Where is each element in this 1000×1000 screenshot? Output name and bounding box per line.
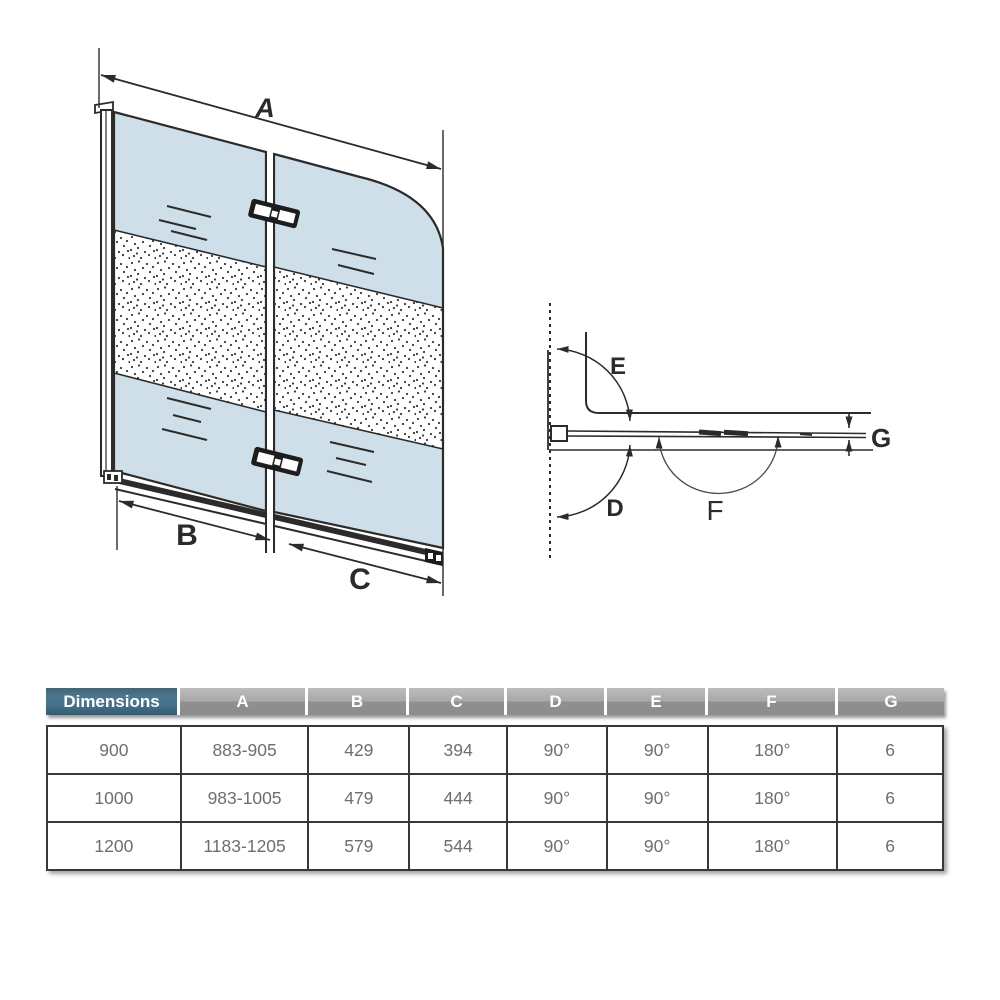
front-view-diagram [95,48,443,596]
dimension-label-c: C [349,563,371,596]
table-cell: 1183-1205 [181,822,309,870]
table-cell: 6 [837,726,943,774]
plan-hinge-1 [699,432,721,434]
table-cell: 1200 [47,822,181,870]
table-cell: 90° [507,822,607,870]
table-cell: 900 [47,726,181,774]
arc-f [659,436,778,493]
table-cell: 6 [837,774,943,822]
table-row [47,774,943,822]
wall-bracket [551,426,567,441]
table-header-dimensions: Dimensions [46,688,180,715]
table-row [47,726,943,774]
table-cell: 90° [607,822,708,870]
thickness-label-g: G [871,423,892,453]
dimension-label-b: B [176,519,198,552]
table-cell: 180° [708,726,838,774]
table-cell: 6 [837,822,943,870]
table-row [47,822,943,870]
table-cell: 1000 [47,774,181,822]
angle-label-d: D [606,495,624,522]
table-header-c: C [409,688,507,715]
dimension-label-a: A [255,93,275,123]
table-cell: 90° [607,726,708,774]
table-cell: 544 [409,822,507,870]
table-header-e: E [607,688,708,715]
open-panel-line [586,332,871,413]
plan-view-diagram [548,303,891,562]
table-cell: 983-1005 [181,774,309,822]
angle-label-f: F [706,495,724,526]
angle-label-e: E [609,353,627,380]
table-header-d: D [507,688,607,715]
table-cell: 479 [308,774,409,822]
table-cell: 444 [409,774,507,822]
table-header-f: F [708,688,838,715]
table-cell: 394 [409,726,507,774]
table-header-a: A [180,688,308,715]
table-cell: 90° [507,774,607,822]
table-cell: 90° [507,726,607,774]
table-header-row [46,688,944,715]
table-header-b: B [308,688,409,715]
table-header-g: G [838,688,944,715]
glass-panel-plan [567,431,866,438]
dimensions-table [46,725,944,871]
table-cell: 883-905 [181,726,309,774]
table-cell: 90° [607,774,708,822]
table-cell: 180° [708,774,838,822]
table-cell: 180° [708,822,838,870]
plan-hinge-2 [724,432,748,434]
table-cell: 429 [308,726,409,774]
table-cell: 579 [308,822,409,870]
